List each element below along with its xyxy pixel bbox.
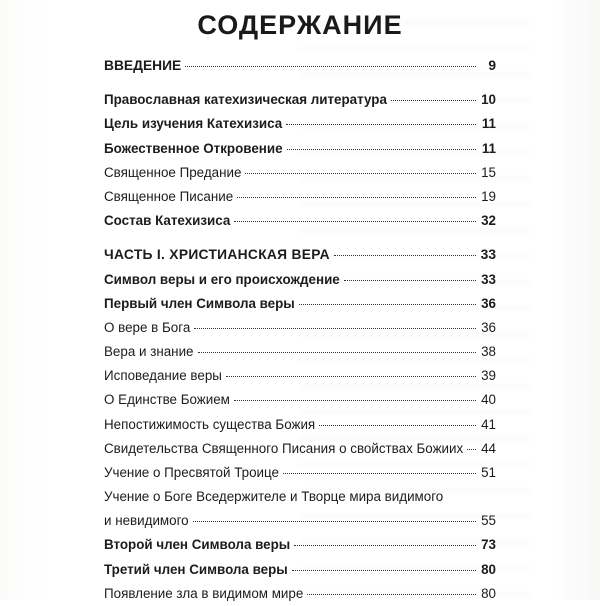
toc-entry[interactable] — [104, 54, 496, 78]
toc-entry-label: Священное Писание — [104, 188, 234, 204]
page-title: СОДЕРЖАНИЕ — [197, 10, 403, 40]
dot-leader — [234, 400, 476, 401]
dot-leader — [467, 449, 476, 450]
toc-entry-label: Учение о Боге Вседержителе и Творце мира видимого — [104, 489, 444, 505]
toc-entry[interactable] — [104, 137, 496, 161]
dot-leader — [193, 521, 476, 522]
toc-entry-label: Непостижимость существа Божия — [104, 416, 316, 432]
toc-entry-label-continued: и невидимого — [104, 513, 189, 529]
dot-leader — [344, 280, 476, 281]
toc-entry[interactable] — [104, 364, 496, 388]
dot-leader — [185, 66, 476, 67]
toc-entry[interactable] — [104, 243, 496, 267]
dot-leader — [286, 124, 476, 125]
dot-leader — [307, 594, 476, 595]
toc-entry-label: ЧАСТЬ I. ХРИСТИАНСКАЯ ВЕРА — [104, 247, 330, 263]
dot-leader — [299, 304, 476, 305]
toc-entry-page: 33 — [481, 271, 496, 287]
toc-entry-label: Цель изучения Катехизиса — [104, 116, 283, 132]
table-of-contents — [104, 54, 496, 606]
toc-entry-label: О Единстве Божием — [104, 392, 230, 408]
toc-entry-label: Свидетельства Священного Писания о свойствах Божиих — [104, 440, 464, 456]
toc-entry[interactable] — [104, 268, 496, 292]
dot-leader — [226, 376, 476, 377]
toc-entry-page: 10 — [481, 92, 496, 108]
dot-leader — [292, 570, 476, 571]
toc-entry-page: 15 — [481, 164, 496, 180]
toc-entry-label: Состав Катехизиса — [104, 213, 231, 229]
toc-entry[interactable] — [104, 112, 496, 136]
toc-entry[interactable] — [104, 437, 496, 461]
toc-entry-page: 38 — [481, 344, 496, 360]
dot-leader — [391, 100, 476, 101]
toc-entry-page: 33 — [480, 247, 496, 263]
toc-entry-label: Божественное Откровение — [104, 140, 283, 156]
toc-entry[interactable] — [104, 88, 496, 112]
toc-entry-label: Появление зла в видимом мире — [104, 585, 304, 601]
toc-entry-label: Вера и знание — [104, 344, 194, 360]
toc-entry[interactable] — [104, 209, 496, 233]
toc-entry[interactable] — [104, 461, 496, 485]
toc-entry[interactable] — [104, 558, 496, 582]
toc-entry-label: ВВЕДЕНИЕ — [104, 58, 182, 73]
toc-entry-page: 41 — [481, 416, 496, 432]
toc-entry-page: 51 — [481, 465, 496, 480]
toc-entry[interactable] — [104, 388, 496, 412]
toc-entry-first-line[interactable] — [104, 485, 496, 509]
dot-leader — [194, 328, 476, 329]
toc-entry[interactable] — [104, 185, 496, 209]
dot-leader — [234, 221, 476, 222]
dot-leader — [287, 149, 476, 150]
toc-entry-continuation[interactable] — [104, 509, 496, 533]
toc-entry-page: 19 — [481, 188, 496, 204]
toc-entry-page: 80 — [481, 585, 496, 601]
toc-entry-page: 40 — [481, 392, 496, 408]
dot-leader — [198, 352, 477, 353]
toc-entry-page: 9 — [488, 58, 496, 73]
toc-entry-page: 39 — [481, 368, 496, 384]
toc-entry[interactable] — [104, 413, 496, 437]
toc-entry-page: 80 — [481, 561, 496, 577]
toc-entry-label: О вере в Бога — [104, 319, 191, 335]
toc-entry-label: Третий член Символа веры — [104, 561, 288, 577]
toc-entry-label: Символ веры и его происхождение — [104, 271, 340, 287]
toc-entry-label: Второй член Символа веры — [104, 537, 291, 553]
toc-entry-label: Священное Предание — [104, 164, 242, 180]
toc-entry-page: 32 — [481, 213, 496, 229]
toc-entry-page: 36 — [481, 319, 496, 335]
toc-entry-label: Исповедание веры — [104, 368, 222, 384]
toc-entry[interactable] — [104, 340, 496, 364]
dot-leader — [237, 197, 476, 198]
toc-entry-page: 11 — [481, 116, 496, 132]
toc-entry-page: 55 — [481, 513, 496, 529]
toc-entry[interactable] — [104, 582, 496, 606]
toc-entry-page: 36 — [481, 295, 496, 311]
toc-entry-page: 73 — [481, 537, 496, 553]
toc-entry-label: Православная катехизическая литература — [104, 92, 387, 108]
dot-leader — [283, 473, 476, 474]
dot-leader — [245, 173, 476, 174]
toc-entry[interactable] — [104, 316, 496, 340]
toc-entry[interactable] — [104, 161, 496, 185]
dot-leader — [294, 545, 476, 546]
dot-leader — [319, 425, 476, 426]
toc-entry[interactable] — [104, 533, 496, 557]
toc-entry-page: 11 — [481, 140, 496, 156]
toc-entry[interactable] — [104, 292, 496, 316]
dot-leader — [334, 255, 476, 256]
toc-entry-label: Первый член Символа веры — [104, 295, 295, 311]
toc-entry-label: Учение о Пресвятой Троице — [104, 465, 279, 480]
toc-entry-page: 44 — [481, 440, 496, 456]
